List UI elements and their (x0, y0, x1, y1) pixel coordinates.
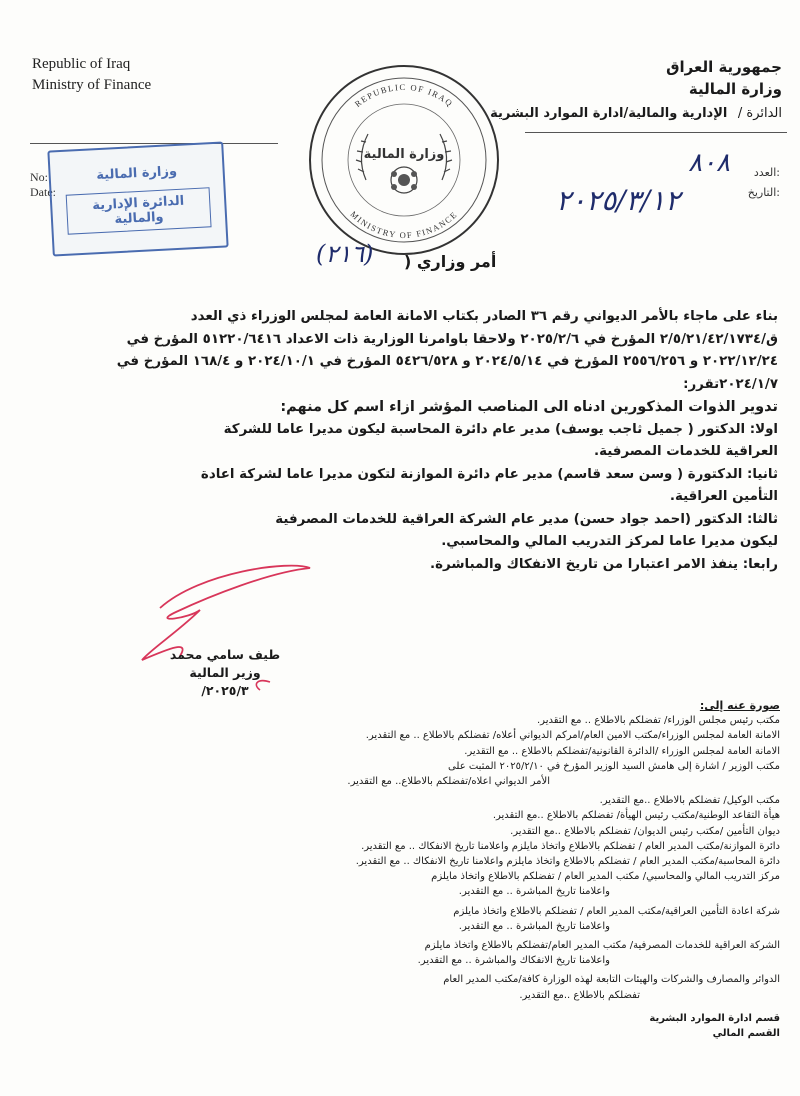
item-fourth: رابعا: ينفذ الامر اعتبارا من تاريخ الانفكاك والمباشرة. (430, 556, 778, 572)
item-first-cont: العراقية للخدمات المصرفية. (594, 444, 778, 459)
preamble-line: ق/٢/٥/٢١/٤٢/١٧٣٤ المؤرخ في ٢٠٢٥/٢/٦ ولاحقا باوامرنا الوزارية ذات الاعداد ٥١٢٢٠/٦٤١٦ المؤرخ في (126, 331, 778, 347)
item-third: ثالثا: الدكتور (احمد جواد حسن) مدير عام الشركة العراقية للخدمات المصرفية (275, 511, 778, 527)
order-number: (٢١٦) (316, 240, 374, 268)
cc-line: مكتب الوزير / اشارة إلى هامش السيد الوزير المؤرخ في ٢٠٢٥/٢/١٠ المثبت على (448, 760, 780, 772)
cc-line: الامانة العامة لمجلس الوزراء/مكتب الامين العام/امركم الديواني أعلاه/ تفضلكم بالاطلاع .. مع التقدير. (365, 730, 780, 742)
stamp-line-1: وزارة المالية (95, 163, 178, 184)
handwritten-number: ٨٠٨ (688, 148, 730, 178)
order-title (404, 252, 496, 271)
cc-line: الأمر الديواني اعلاه/تفضلكم بالاطلاع.. مع التقدير. (347, 776, 550, 788)
cc-line: تفضلكم بالاطلاع ..مع التقدير. (519, 989, 640, 1001)
department-line (490, 106, 782, 121)
en-date-label: Date: (30, 185, 56, 199)
cc-line: الشركة العراقية للخدمات المصرفية/ مكتب المدير العام/تفضلكم بالاطلاع واتخاذ مايلزم (424, 940, 780, 952)
ministry-seal (306, 62, 502, 258)
cc-line: مكتب رئيس مجلس الوزراء/ تفضلكم بالاطلاع .. مع التقدير. (537, 715, 780, 727)
seal-center-text: وزارة المالية (363, 147, 445, 162)
preamble-line: ٢٠٢٢/١٢/٢٤ و ٢٥٥٦/٢٥٦ المؤرخ في ٢٠٢٤/٥/١٤ و ٥٤٢٦/٥٢٨ المؤرخ في ٢٠٢٤/١٠/١ و ١٦٨/٤ المؤرخ في (116, 354, 778, 369)
cc-line: القسم المالي (712, 1028, 780, 1040)
cc-line: دائرة الموازنة/مكتب المدير العام / تفضلكم بالاطلاع واتخاذ مايلزم واعلامنا تاريخ الانفكاك .. مع التقدير. (361, 840, 780, 852)
cc-line: شركة اعادة التأمين العراقية/مكتب المدير العام / تفضلكم بالاطلاع واتخاذ مايلزم (453, 905, 780, 917)
arabic-header (666, 56, 782, 100)
cc-line: دائرة المحاسبة/مكتب المدير العام / تفضلكم بالاطلاع واتخاذ مايلزم واعلامنا تاريخ الانفكاك .. مع التقدير. (355, 856, 780, 868)
item-second-cont: التأمين العراقية. (669, 489, 778, 504)
cc-line: واعلامنا تاريخ المباشرة .. مع التقدير. (458, 920, 610, 932)
right-divider (525, 132, 787, 133)
minister-name: طيف سامي محمد (169, 647, 281, 662)
cc-line: ديوان التأمين /مكتب رئيس الديوان/ تفضلكم بالاطلاع ..مع التقدير. (510, 825, 780, 837)
stamp-line-2: الدائرة الإدارية والمالية (66, 187, 212, 234)
emblem-icon (391, 167, 417, 193)
en-republic: Republic of Iraq (32, 56, 131, 72)
cc-title: صورة عنه إلى: (699, 699, 780, 712)
left-divider (30, 143, 278, 144)
cc-line: الامانة العامة لمجلس الوزراء /الدائرة القانونية/تفضلكم بالاطلاع .. مع التقدير. (464, 745, 780, 757)
en-ministry: Ministry of Finance (32, 77, 152, 93)
minister-title: وزير المالية (189, 665, 261, 680)
dept-label: الدائرة / (737, 106, 782, 121)
cc-line: مكتب الوكيل/ تفضلكم بالاطلاع ..مع التقدير. (599, 795, 780, 807)
preamble-line: ٢٠٢٤/١/٧تقرر: (683, 376, 778, 392)
order-number-value: ٢١٦ (325, 240, 365, 268)
dept-name: الإدارية والمالية/ادارة الموارد البشرية (490, 106, 728, 121)
cc-line: هيأة التقاعد الوطنية/مكتب رئيس الهيأة/ تفضلكم بالاطلاع ..مع التقدير. (492, 810, 780, 822)
english-header (32, 54, 151, 96)
ar-date-label: التاريخ: (747, 186, 780, 199)
en-no-label: No: (30, 170, 48, 184)
department-stamp (47, 141, 228, 256)
item-second: ثانيا: الدكتورة ( وسن سعد قاسم) مدير عام دائرة الموازنة لتكون مديرا عاما لشركة اعادة (200, 466, 778, 482)
cc-line: واعلامنا تاريخ الانفكاك والمباشرة .. مع التقدير. (417, 955, 610, 967)
cc-line: قسم ادارة الموارد البشرية (649, 1012, 780, 1024)
ar-no-label: العدد: (753, 166, 780, 179)
item-third-cont: ليكون مديرا عاما لمركز التدريب المالي والمحاسبي. (441, 534, 778, 549)
preamble-line: بناء على ماجاء بالأمر الديواني رقم ٣٦ الصادر بكتاب الامانة العامة لمجلس الوزراء ذي العدد (190, 309, 778, 324)
signature-date: ٢٠٢٥/٣/ (201, 683, 249, 698)
intro-line: تدوير الذوات المذكورين ادناه الى المناصب المؤشر ازاء اسم كل منهم: (280, 399, 778, 415)
cc-line: مركز التدريب المالي والمحاسبي/ مكتب المدير العام / تفضلكم بالاطلاع واتخاذ مايلزم (431, 871, 780, 883)
item-first: اولا: الدكتور ( جميل ثاجب يوسف) مدير عام دائرة المحاسبة ليكون مديرا عاما للشركة (223, 421, 778, 437)
ar-ministry: وزارة المالية (688, 80, 782, 98)
cc-line: الدوائر والمصارف والشركات والهيئات التابعة لهذه الوزارة كافة/مكتب المدير العام (443, 974, 780, 986)
signature-block (160, 646, 290, 700)
cc-list (60, 698, 780, 1041)
handwritten-date: ٢٠٢٥/٣/١٢ (556, 184, 681, 217)
seal-top-text: REPUBLIC OF IRAQ (352, 81, 456, 109)
order-body (18, 306, 778, 576)
order-title-text: أمر وزاري ( (404, 252, 497, 271)
cc-line: واعلامنا تاريخ المباشرة .. مع التقدير. (458, 886, 610, 898)
ar-republic: جمهورية العراق (666, 58, 782, 76)
seal-bottom-text: MINISTRY OF FINANCE (348, 208, 460, 241)
